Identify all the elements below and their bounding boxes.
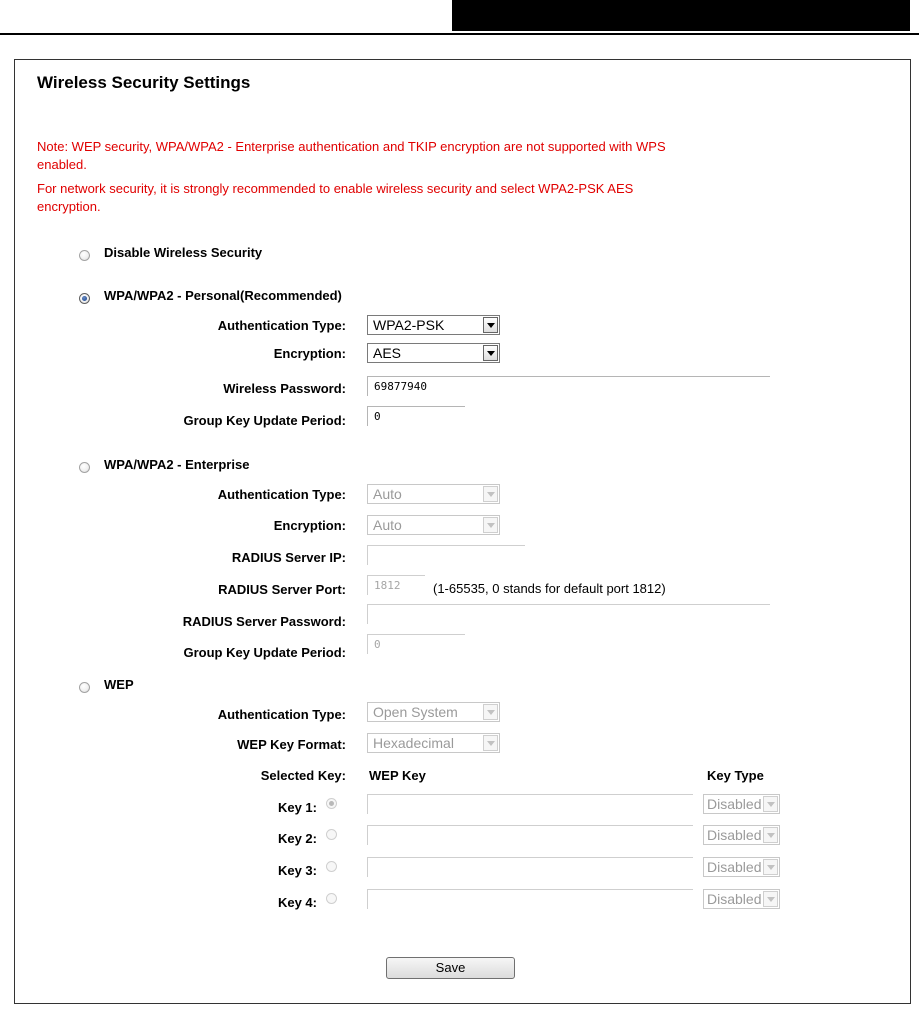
key-1-input[interactable] — [367, 794, 693, 814]
key-3-radio[interactable] — [326, 861, 337, 872]
enterprise-encryption-value: Auto — [373, 517, 402, 533]
security-recommendation-line-1: For network security, it is strongly recommended to enable wireless security and select WPA2-PSK AES — [37, 181, 634, 196]
enterprise-encryption-label: Encryption: — [273, 518, 346, 533]
wep-label: WEP — [104, 677, 134, 692]
personal-auth-type-label: Authentication Type: — [217, 318, 346, 333]
save-button[interactable]: Save — [386, 957, 515, 979]
personal-group-key-label: Group Key Update Period: — [183, 413, 346, 428]
radius-ip-label: RADIUS Server IP: — [231, 550, 346, 565]
personal-group-key-input[interactable]: 0 — [367, 406, 465, 426]
key-3-type-value: Disabled — [707, 859, 762, 875]
chevron-down-icon — [483, 345, 498, 361]
page-title: Wireless Security Settings — [37, 73, 251, 92]
key-3-input[interactable] — [367, 857, 693, 877]
wep-auth-type-select[interactable] — [367, 702, 500, 722]
header-divider — [0, 33, 919, 35]
key-type-column-header: Key Type — [707, 768, 764, 783]
key-4-radio[interactable] — [326, 893, 337, 904]
personal-auth-type-value: WPA2-PSK — [373, 317, 445, 333]
wep-auth-type-value: Open System — [373, 704, 458, 720]
key-4-input[interactable] — [367, 889, 693, 909]
personal-encryption-label: Encryption: — [273, 346, 346, 361]
chevron-down-icon — [763, 796, 778, 812]
key-2-label: Key 2: — [277, 831, 317, 846]
wep-key-format-value: Hexadecimal — [373, 735, 454, 751]
key-4-label: Key 4: — [277, 895, 317, 910]
radius-password-input[interactable] — [367, 604, 770, 624]
wpa-personal-radio[interactable] — [79, 293, 90, 304]
wep-key-column-header: WEP Key — [369, 768, 426, 783]
wps-note-line-1: Note: WEP security, WPA/WPA2 - Enterprise authentication and TKIP encryption are not supported with WPS — [37, 139, 666, 154]
chevron-down-icon — [483, 486, 498, 502]
key-1-type-value: Disabled — [707, 796, 762, 812]
enterprise-group-key-label: Group Key Update Period: — [183, 645, 346, 660]
wps-note-line-2: enabled. — [37, 157, 87, 172]
chevron-down-icon — [483, 517, 498, 533]
disable-security-radio[interactable] — [79, 250, 90, 261]
enterprise-encryption-select[interactable] — [367, 515, 500, 535]
key-1-label: Key 1: — [277, 800, 317, 815]
personal-encryption-value: AES — [373, 345, 402, 361]
wireless-password-input[interactable]: 69877940 — [367, 376, 770, 396]
key-3-label: Key 3: — [277, 863, 317, 878]
wep-radio[interactable] — [79, 682, 90, 693]
selected-key-label: Selected Key: — [260, 768, 346, 783]
chevron-down-icon — [483, 317, 498, 333]
enterprise-auth-type-label: Authentication Type: — [217, 487, 346, 502]
key-1-radio[interactable] — [326, 798, 337, 809]
key-2-radio[interactable] — [326, 829, 337, 840]
header-bar — [452, 0, 910, 31]
key-4-type-value: Disabled — [707, 891, 762, 907]
key-3-type-select[interactable] — [703, 857, 780, 877]
chevron-down-icon — [763, 827, 778, 843]
wpa-personal-label: WPA/WPA2 - Personal(Recommended) — [104, 288, 342, 303]
radius-port-hint: (1-65535, 0 stands for default port 1812) — [433, 581, 666, 596]
disable-security-label: Disable Wireless Security — [104, 245, 263, 260]
personal-encryption-select[interactable] — [367, 343, 500, 363]
wireless-password-label: Wireless Password: — [223, 381, 346, 396]
chevron-down-icon — [483, 735, 498, 751]
wep-key-format-label: WEP Key Format: — [237, 737, 346, 752]
chevron-down-icon — [763, 859, 778, 875]
chevron-down-icon — [763, 891, 778, 907]
radius-port-input[interactable]: 1812 — [367, 575, 425, 595]
personal-auth-type-select[interactable] — [367, 315, 500, 335]
enterprise-auth-type-value: Auto — [373, 486, 402, 502]
radius-port-label: RADIUS Server Port: — [218, 582, 346, 597]
wep-key-format-select[interactable] — [367, 733, 500, 753]
key-2-input[interactable] — [367, 825, 693, 845]
key-2-type-select[interactable] — [703, 825, 780, 845]
security-recommendation-line-2: encryption. — [37, 199, 101, 214]
enterprise-auth-type-select[interactable] — [367, 484, 500, 504]
wpa-enterprise-radio[interactable] — [79, 462, 90, 473]
radius-ip-input[interactable] — [367, 545, 525, 565]
wep-auth-type-label: Authentication Type: — [217, 707, 346, 722]
enterprise-group-key-input[interactable]: 0 — [367, 634, 465, 654]
chevron-down-icon — [483, 704, 498, 720]
key-1-type-select[interactable] — [703, 794, 780, 814]
radius-password-label: RADIUS Server Password: — [182, 614, 346, 629]
key-4-type-select[interactable] — [703, 889, 780, 909]
wpa-enterprise-label: WPA/WPA2 - Enterprise — [104, 457, 250, 472]
key-2-type-value: Disabled — [707, 827, 762, 843]
